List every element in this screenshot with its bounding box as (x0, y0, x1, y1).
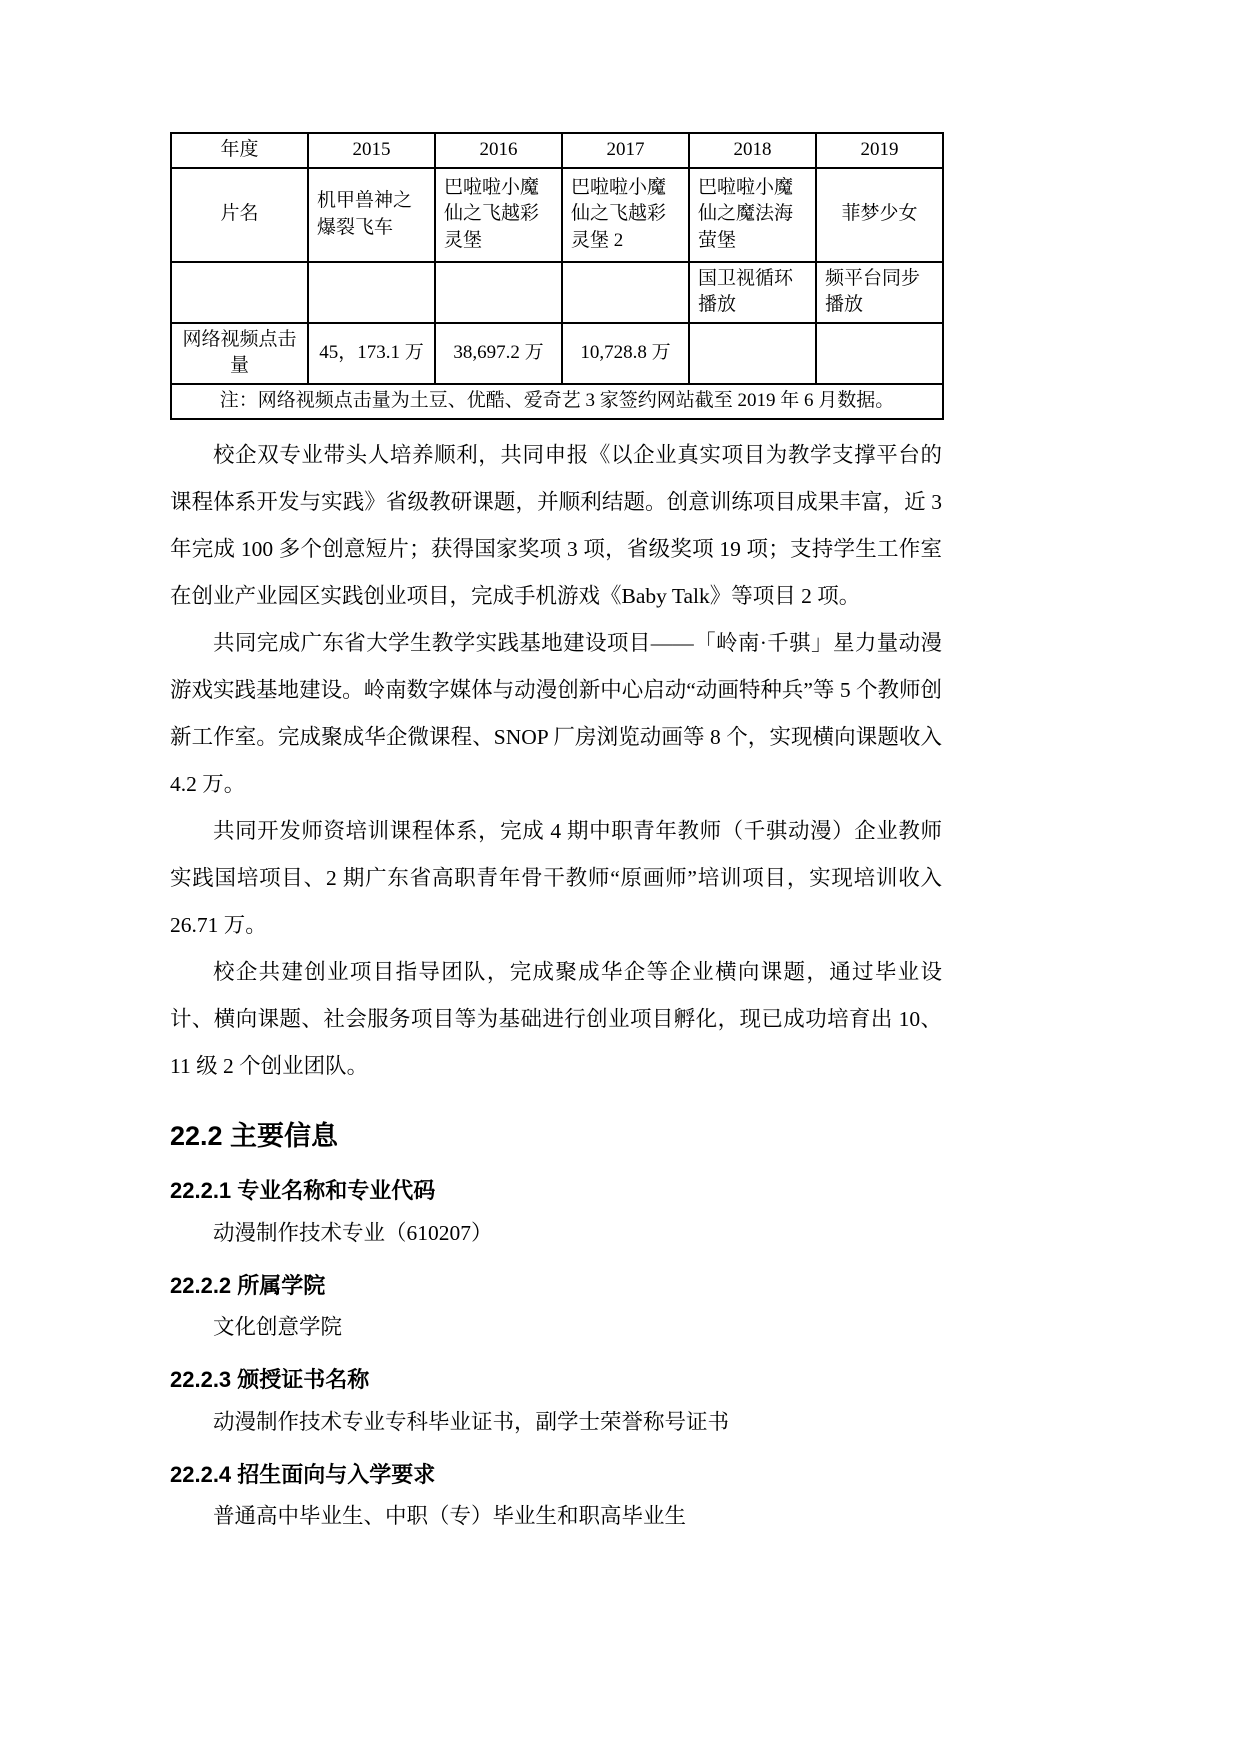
table-cell-clicks-2015: 45，173.1 万 (308, 323, 435, 384)
section-heading-main: 22.2 主要信息 (170, 1120, 339, 1151)
paragraph-4: 校企共建创业项目指导团队，完成聚成华企等企业横向课题，通过毕业设计、横向课题、社会服务项目等为基础进行创业项目孵化，现已成功培育出 10、11 级 2 个创业团队。 (170, 959, 942, 1078)
table-cell-broadcast-2019: 频平台同步播放 (816, 262, 943, 323)
table-cell-broadcast-2018: 国卫视循环播放 (689, 262, 816, 323)
section-body-2222: 文化创意学院 (213, 1315, 343, 1340)
table-cell-year-2016: 2016 (435, 133, 562, 168)
document-content (170, 132, 942, 1531)
paragraph-2: 共同完成广东省大学生教学实践基地建设项目——「岭南·千骐」星力量动漫游戏实践基地建设。岭南数字媒体与动漫创新中心启动“动画特种兵”等 5 个教师创新工作室。完成聚成华企微课程、SNOP 厂房浏览动画等 8 个，实现横向课题收入 4.2 万。 (170, 630, 942, 796)
section-heading-2222: 22.2.2 所属学院 (170, 1272, 326, 1298)
section-body-2223: 动漫制作技术专业专科毕业证书，副学士荣誉称号证书 (213, 1409, 730, 1434)
table-cell-title-2017: 巴啦啦小魔仙之飞越彩灵堡 2 (562, 168, 689, 262)
table-cell-year-2015: 2015 (308, 133, 435, 168)
section-heading-2223: 22.2.3 颁授证书名称 (170, 1367, 370, 1393)
table-cell-broadcast-label (171, 262, 308, 323)
paragraph-3: 共同开发师资培训课程体系，完成 4 期中职青年教师（千骐动漫）企业教师实践国培项目、2 期广东省高职青年骨干教师“原画师”培训项目，实现培训收入 26.71 万。 (170, 818, 942, 937)
section-body-2221: 动漫制作技术专业（610207） (213, 1220, 493, 1245)
section-heading-2224: 22.2.4 招生面向与入学要求 (170, 1461, 436, 1487)
table-note: 注：网络视频点击量为土豆、优酷、爱奇艺 3 家签约网站截至 2019 年 6 月数据。 (171, 384, 943, 419)
table-cell-title-2016: 巴啦啦小魔仙之飞越彩灵堡 (435, 168, 562, 262)
table-row-clicks (171, 323, 943, 384)
section-body-2224: 普通高中毕业生、中职（专）毕业生和职高毕业生 (213, 1504, 687, 1529)
table-cell-clicks-2016: 38,697.2 万 (435, 323, 562, 384)
body-paragraphs (170, 432, 942, 1090)
table-cell-broadcast-2017 (562, 262, 689, 323)
paragraph-1: 校企双专业带头人培养顺利，共同申报《以企业真实项目为教学支撑平台的课程体系开发与实践》省级教研课题，并顺利结题。创意训练项目成果丰富，近 3 年完成 100 多个创意短片；获得国家奖项 3 项，省级奖项 19 项；支持学生工作室在创业产业园区实践创业项目，完成手机游戏《Baby Talk》等项目 2 项。 (170, 442, 942, 608)
table-row-note (171, 384, 943, 419)
table-cell-title-label: 片名 (171, 168, 308, 262)
table-cell-clicks-2018 (689, 323, 816, 384)
table-cell-title-2019: 菲梦少女 (816, 168, 943, 262)
video-stats-table (170, 132, 944, 420)
table-cell-year-label: 年度 (171, 133, 308, 168)
table-cell-year-2017: 2017 (562, 133, 689, 168)
table-cell-clicks-2017: 10,728.8 万 (562, 323, 689, 384)
table-cell-broadcast-2016 (435, 262, 562, 323)
table-row-titles (171, 168, 943, 262)
table-cell-year-2018: 2018 (689, 133, 816, 168)
table-row-year (171, 133, 943, 168)
table-cell-title-2015: 机甲兽神之爆裂飞车 (308, 168, 435, 262)
table-row-broadcast (171, 262, 943, 323)
table-cell-broadcast-2015 (308, 262, 435, 323)
table-cell-clicks-2019 (816, 323, 943, 384)
section-heading-2221: 22.2.1 专业名称和专业代码 (170, 1178, 436, 1204)
table-cell-year-2019: 2019 (816, 133, 943, 168)
table-cell-title-2018: 巴啦啦小魔仙之魔法海萤堡 (689, 168, 816, 262)
table-cell-clicks-label: 网络视频点击量 (171, 323, 308, 384)
